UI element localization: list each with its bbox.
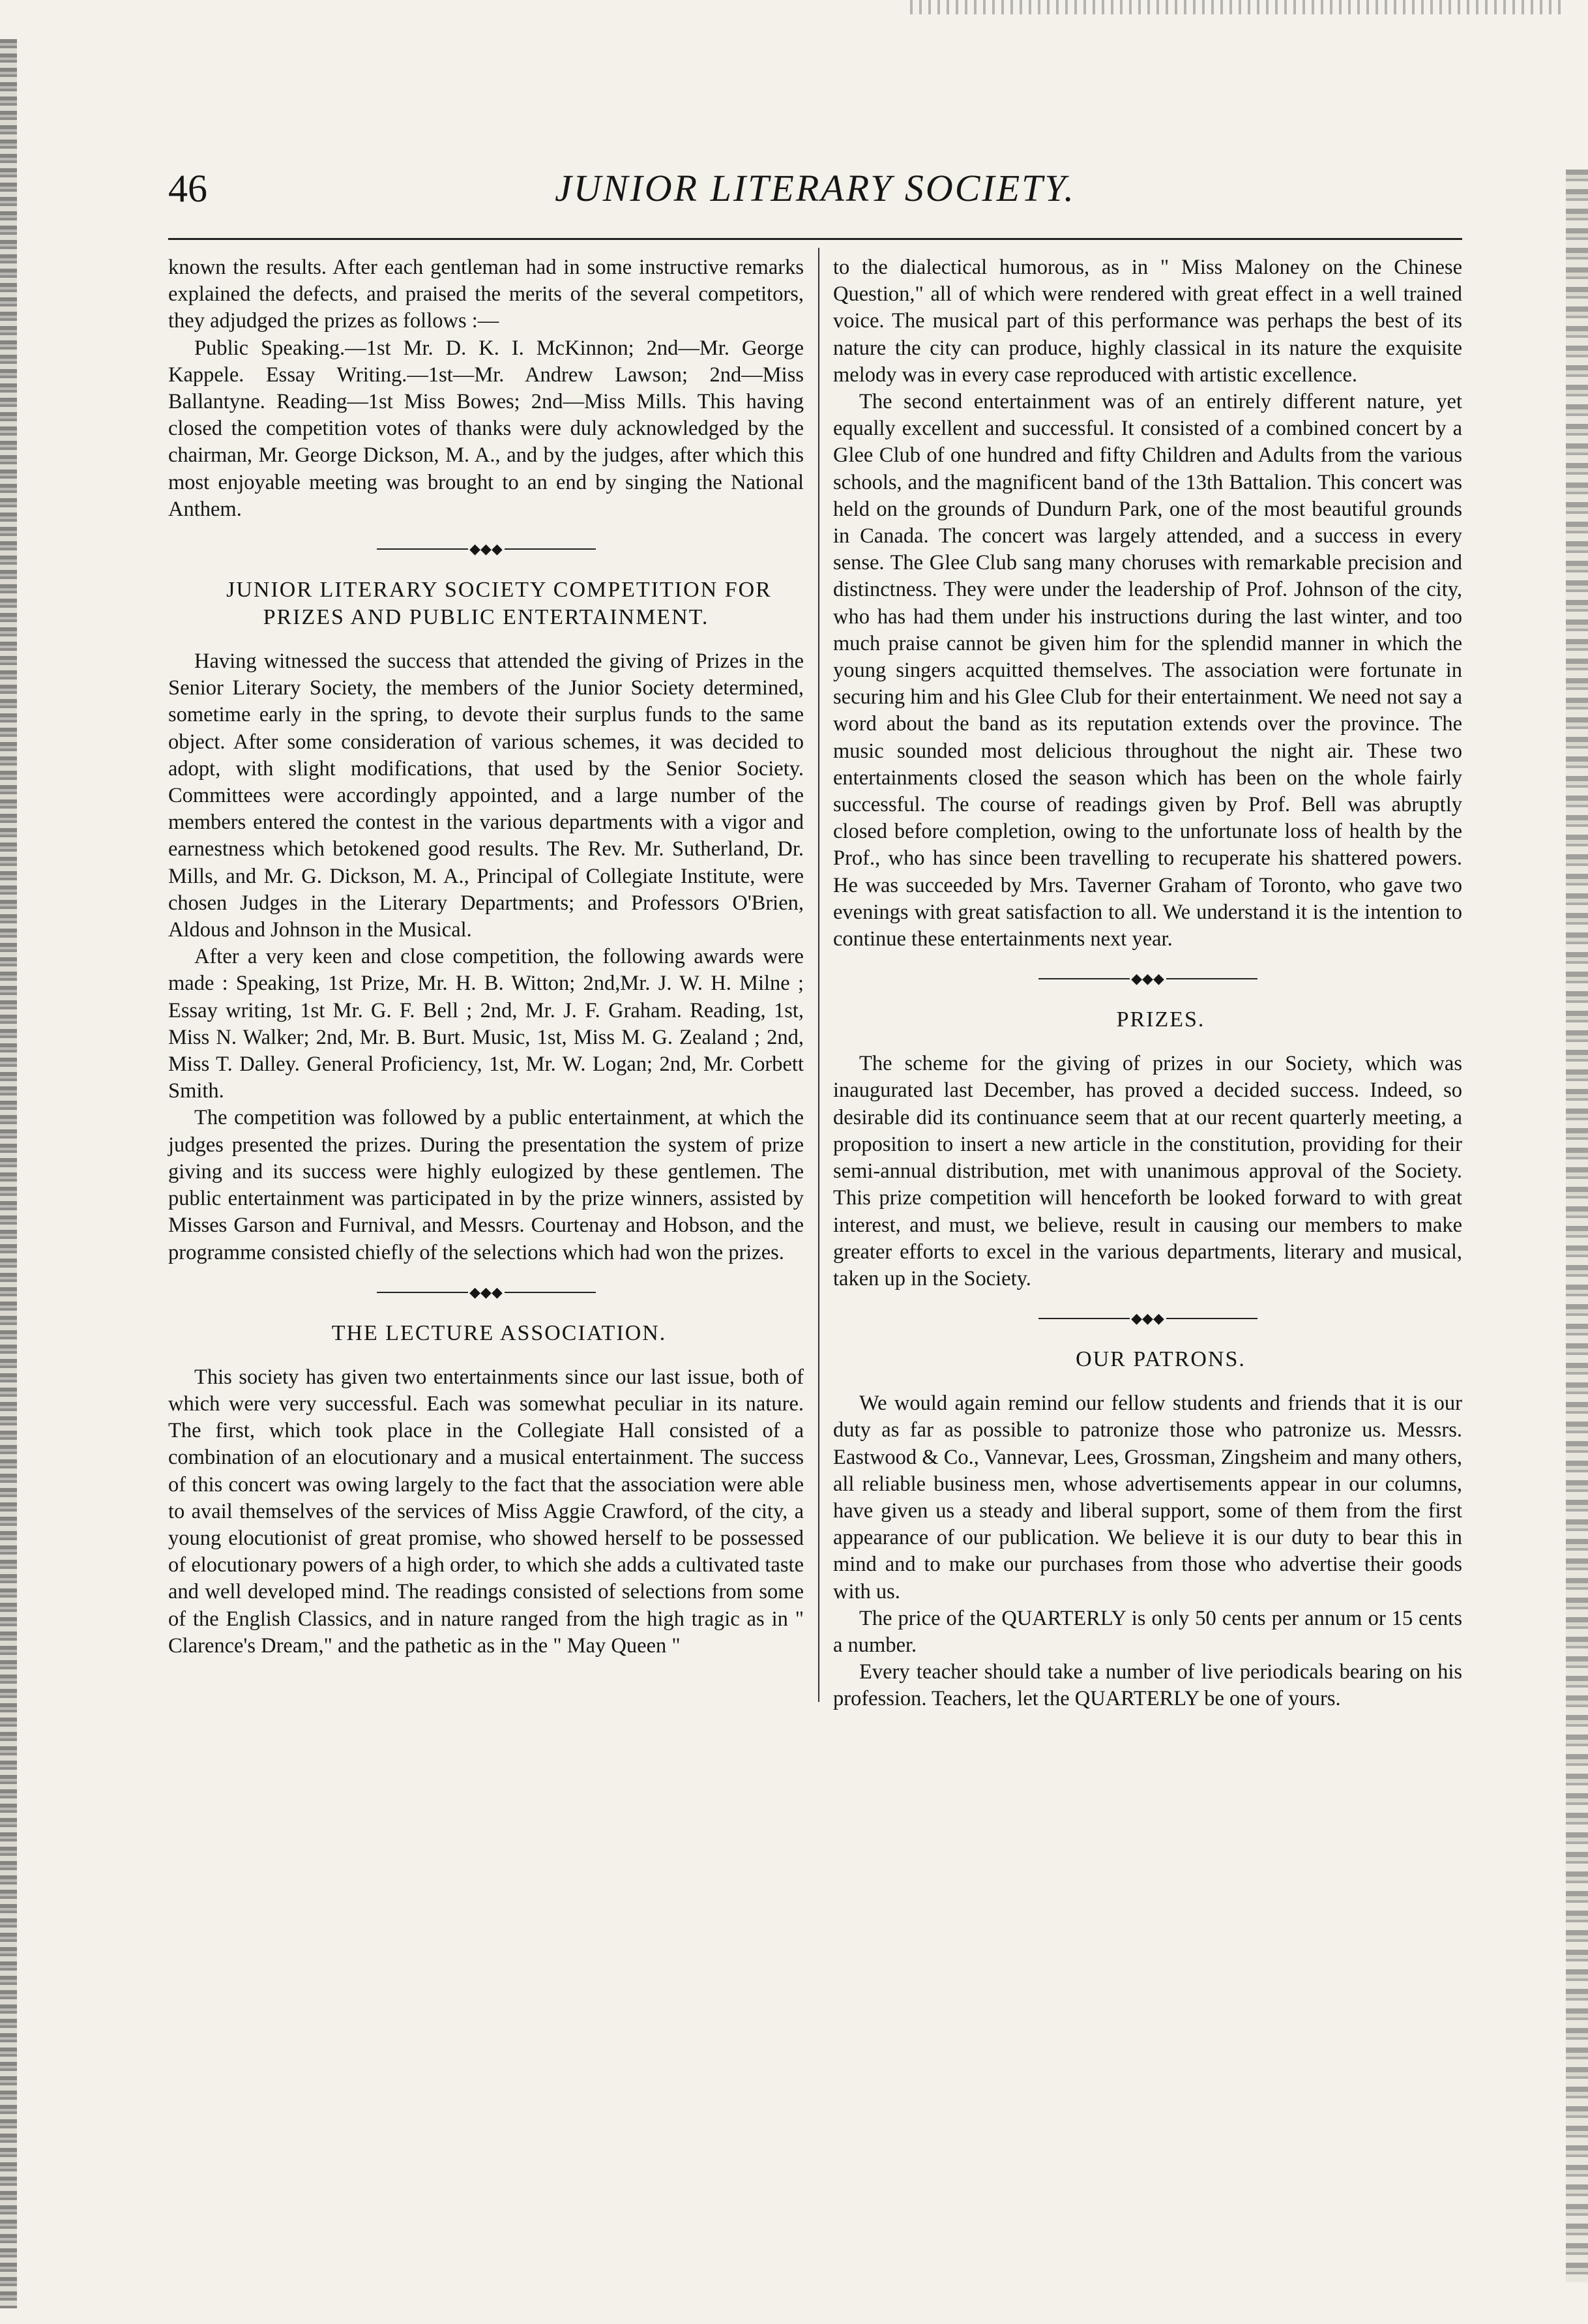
section-heading: JUNIOR LITERARY SOCIETY COMPETITION FOR PRIZES AND PUBLIC ENTERTAINMENT. [226, 578, 772, 630]
page-number: 46 [168, 167, 207, 210]
ornament-line [505, 1292, 596, 1293]
section-ornament [168, 536, 804, 562]
paragraph: We would again remind our fellow students and friends that it is our duty as far as possible to patronize those who patronize us. Messrs. Eastwood & Co., Vannevar, Lees, Grossman, Zingsheim and many others, all reliable business men, whose advertisements appear in our columns, have given us a steady and liberal support, some of them from the first appearance of our publication. We believe it is our duty to bear this in mind and to make our purchases from those who advertise their goods with us. [833, 1392, 1462, 1603]
paragraph: This society has given two entertainments since our last issue, both of which were very successful. Each was somewhat peculiar in its nature. The first, which took place in the Collegiate Hall consisted of a combination of an elocutionary and a musical entertainment. The success of this concert was owing largely to the fact that the association were able to avail themselves of the services of Miss Aggie Crawford, of the city, a young elocutionist of great promise, who showed herself to be possessed of elocutionary powers of a high order, to which she adds a cultivated taste and well developed mind. The readings consisted of selections from some of the English Classics, and in nature ranged from the high tragic as in " Clarence's Dream," and the pathetic as in the " May Queen " [168, 1365, 804, 1658]
scan-edge-left [0, 39, 17, 2308]
paragraph: The price of the QUARTERLY is only 50 cents per annum or 15 cents a number. [833, 1606, 1462, 1657]
ornament-line [505, 548, 596, 550]
section-ornament [168, 1279, 804, 1305]
spacer [168, 631, 804, 648]
scan-edge-right [1566, 170, 1588, 2282]
ornament-line [1038, 978, 1130, 979]
ornament-line [377, 1292, 468, 1293]
page-header [168, 166, 1462, 225]
paragraph: Public Speaking.—1st Mr. D. K. I. McKinnon; 2nd—Mr. George Kappele. Essay Writing.—1st—Mr. Andrew Lawson; 2nd—Miss Ballantyne. Reading—1st Miss Bowes; 2nd—Miss Mills. This having closed the competition votes of thanks were duly acknowledged by the chairman, Mr. George Dickson, M. A., and by the judges, after which this most enjoyable meeting was brought to an end by singing the National Anthem. [168, 336, 804, 521]
ornament-diamond-icon: ◆◆◆ [469, 541, 503, 558]
spacer [833, 1373, 1462, 1390]
right-column [833, 254, 1462, 1713]
paragraph: to the dialectical humorous, as in " Miss Maloney on the Chinese Question," all of which were rendered with great effect in a well trained voice. The musical part of this performance was perhaps the best of its nature the city can produce, highly classical in its nature the exquisite melody was in every case reproduced with artistic excellence. [833, 256, 1462, 387]
paragraph: After a very keen and close competition, the following awards were made : Speaking, 1st Prize, Mr. H. B. Witton; 2nd,Mr. J. W. H. Milne ; Essay writing, 1st Mr. G. F. Bell ; 2nd, Mr. J. F. Graham. Reading, 1st, Miss N. Walker; 2nd, Mr. B. Burt. Music, 1st, Miss M. G. Zealand ; 2nd, Miss T. Dalley. General Proficiency, 1st, Mr. W. Logan; 2nd, Mr. Corbett Smith. [168, 945, 804, 1103]
paragraph: Every teacher should take a number of live periodicals bearing on his profession. Teachers, let the QUARTERLY be one of yours. [833, 1660, 1462, 1711]
running-title: JUNIOR LITERARY SOCIETY. [555, 167, 1076, 209]
section-ornament [833, 1305, 1462, 1332]
paragraph: The second entertainment was of an entirely different nature, yet equally excellent and successful. It consisted of a combined concert by a Glee Club of one hundred and fifty Children and Adults from the various schools, and the magnificent band of the 13th Battalion. This concert was held on the grounds of Dundurn Park, one of the most beautiful grounds in Canada. The concert was largely attended, and a success in every sense. The Glee Club sang many choruses with remarkable precision and distinctness. They were under the leadership of Prof. Johnson of the city, who has had them under his instructions during the last winter, and too much praise cannot be given him for the splendid manner in which the young singers acquitted themselves. The association were fortunate in securing him and his Glee Club for their entertainment. We need not say a word about the band as its reputation extends over the province. The music sounded most delicious throughout the night air. These two entertainments closed the season which has been on the whole fairly successful. The course of readings given by Prof. Bell was abruptly closed before completion, owing to the unfortunate loss of health by the Prof., who has since been travelling to recuperate his shattered powers. He was succeeded by Mrs. Taverner Graham of Toronto, who gave two evenings with great satisfaction to all. We understand it is the intention to continue these entertainments next year. [833, 390, 1462, 951]
header-rule [168, 238, 1462, 240]
ornament-line [1166, 978, 1257, 979]
ornament-line [377, 548, 468, 550]
paragraph: The competition was followed by a public entertainment, at which the judges presented the prizes. During the presentation the system of prize giving and its success were highly eulogized by these gentlemen. The public entertainment was participated in by the prize winners, assisted by Misses Garson and Furnival, and Messrs. Courtenay and Hobson, and the programme consisted chiefly of the selections which had won the prizes. [168, 1106, 804, 1264]
ornament-line [1038, 1318, 1130, 1319]
ornament-line [1166, 1318, 1257, 1319]
section-heading: OUR PATRONS. [1076, 1347, 1246, 1372]
ornament-diamond-icon: ◆◆◆ [1131, 970, 1164, 987]
scan-edge-top [910, 0, 1562, 14]
section-ornament [833, 966, 1462, 992]
spacer [168, 1347, 804, 1364]
section-heading: THE LECTURE ASSOCIATION. [331, 1320, 667, 1345]
ornament-diamond-icon: ◆◆◆ [1131, 1310, 1164, 1327]
section-heading: PRIZES. [1116, 1007, 1205, 1032]
paragraph: known the results. After each gentleman had in some instructive remarks explained the defects, and praised the merits of the several competitors, they adjudged the prizes as follows :— [168, 256, 804, 333]
column-divider [818, 248, 819, 1702]
paragraph: Having witnessed the success that attended the giving of Prizes in the Senior Literary Society, the members of the Junior Society determined, sometime early in the spring, to devote their surplus funds to the same object. After some consideration of various schemes, it was decided to adopt, with slight modifications, that used by the Senior Society. Committees were accordingly appointed, and a large number of the members entered the contest in the various departments with a vigor and earnestness which betokened good results. The Rev. Mr. Sutherland, Dr. Mills, and Mr. G. Dickson, M. A., Principal of Collegiate Institute, were chosen Judges in the Literary Departments; and Professors O'Brien, Aldous and Johnson in the Musical. [168, 649, 804, 942]
left-column [168, 254, 804, 1660]
spacer [833, 1034, 1462, 1050]
ornament-diamond-icon: ◆◆◆ [469, 1283, 503, 1300]
paragraph: The scheme for the giving of prizes in our Society, which was inaugurated last December, has proved a decided success. Indeed, so desirable did its continuance seem that at our recent quarterly meeting, a proposition to insert a new article in the constitution, providing for their semi-annual distribution, met with unanimous approval of the Society. This prize competition will henceforth be looked forward to with great interest, and must, we believe, result in causing our members to make greater efforts to excel in the various departments, literary and musical, taken up in the Society. [833, 1052, 1462, 1290]
